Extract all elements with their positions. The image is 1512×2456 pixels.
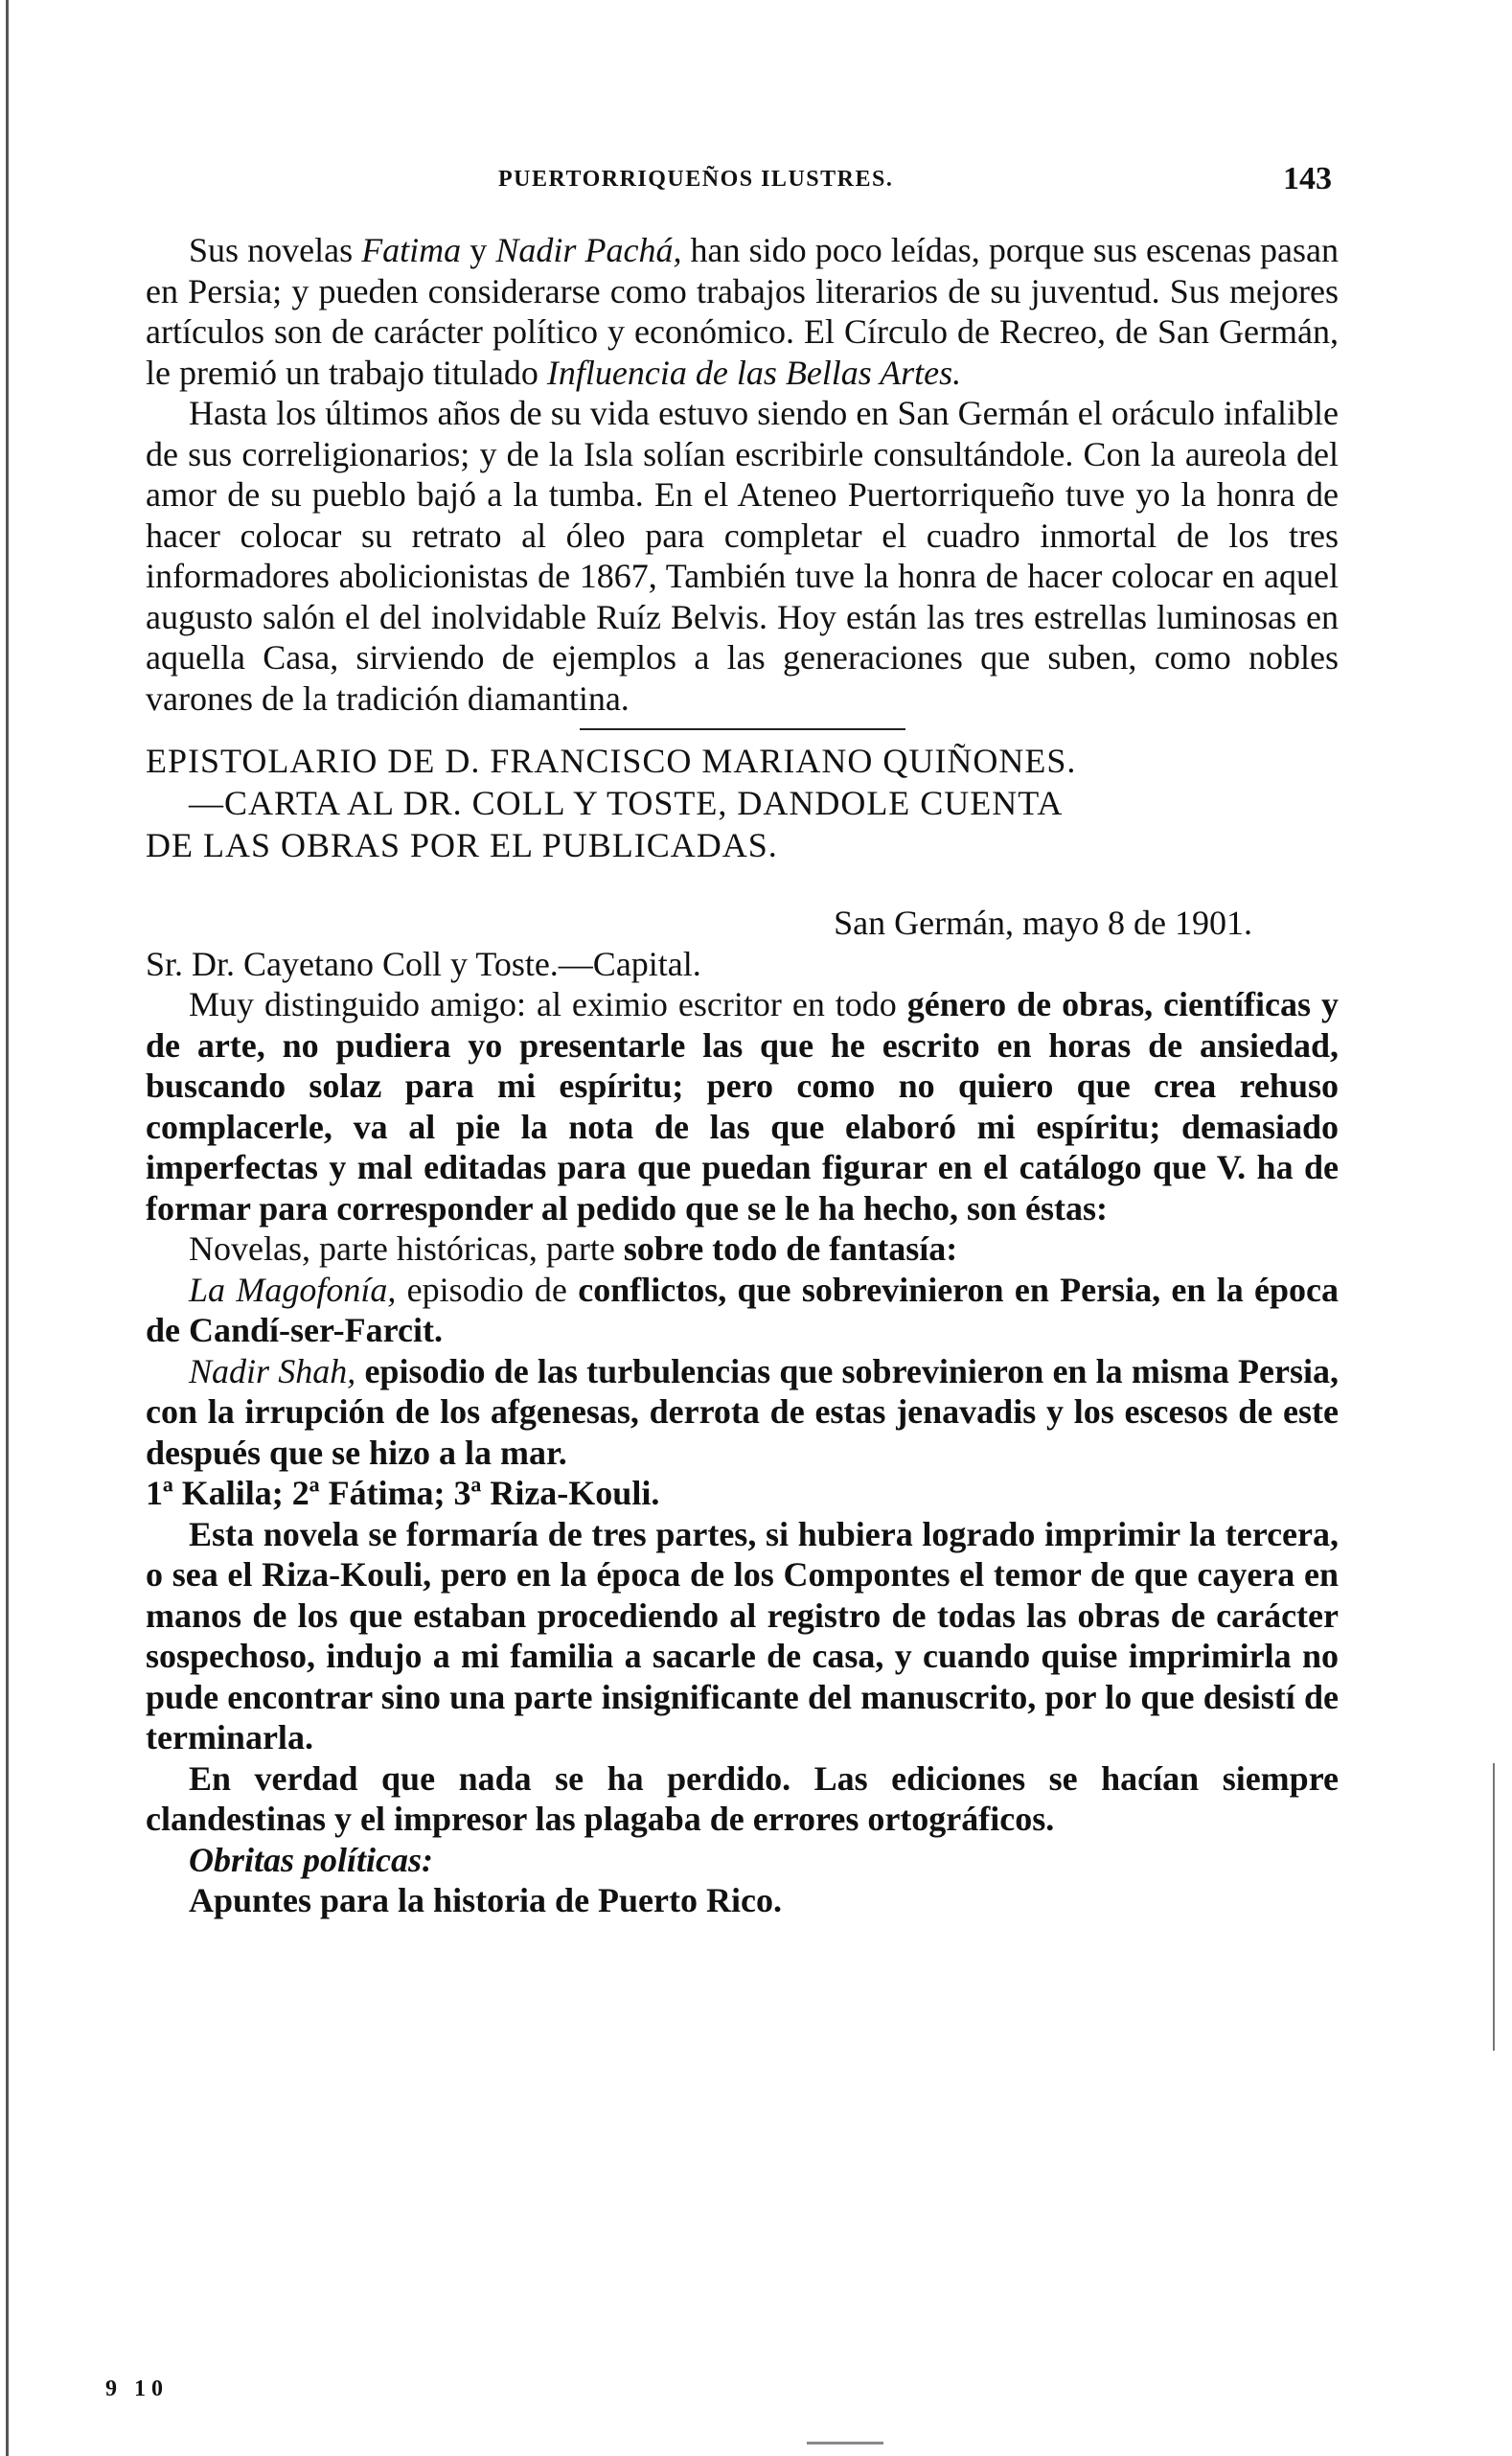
paragraph-l9 [146,1840,1339,1881]
letter-body [146,944,1339,1921]
running-head: PUERTORRIQUEÑOS ILUSTRES. [498,167,894,192]
signature-mark: 9 10 [105,2376,169,2401]
text-run: 1ª Kalila; 2ª Fátima; 3ª Riza-Kouli. [146,1474,660,1512]
paragraph-l8 [146,1758,1339,1840]
text-run: episodio de las turbulencias que sobrevinieron en la misma Persia, con la irrupción de los afgenesas, derrota de estas jenavadis y los escesos de este después que se hizo a la mar. [146,1351,1339,1472]
biography-paragraphs [146,230,1339,719]
paragraph-l3 [146,1228,1339,1270]
paragraph-l6 [146,1473,1339,1514]
text-run: Obritas políticas: [189,1840,434,1879]
text-run: La Magofonía, [189,1270,397,1309]
paragraph-p2 [146,393,1339,719]
heading-line: —CARTA AL DR. COLL Y TOSTE, DANDOLE CUENTA [189,784,1064,822]
page-header [498,161,1361,199]
page-number: 143 [1283,161,1332,196]
section-divider [580,728,905,730]
text-run: y [461,231,496,269]
section-heading [146,740,1339,866]
body-text [146,230,1339,1921]
text-run: Influencia de las Bellas Artes. [546,353,962,392]
text-run: Hasta los últimos años de su vida estuvo siendo en San Germán el oráculo infalible de sus correligionarios; y de la Isla solían escribirle consultándole. Con la aureola del amor de su pueblo bajó a la tumba. En el Ateneo Puertorriqueño tuve yo la honra de hacer colocar su retrato al óleo para completar el cuadro inmortal de los tres informadores abolicionistas de 1867, También tuve la honra de hacer colocar en aquel augusto salón el del inolvidable Ruíz Belvis. Hoy están las tres estrellas luminosas en aquella Casa, sirviendo de ejemplos a las generaciones que suben, como nobles varones de la tradición diamantina. [146,394,1339,718]
page-edge-right [1493,1763,1495,2051]
text-run: Novelas, parte históricas, parte [189,1229,624,1268]
paragraph-l5 [146,1351,1339,1474]
letter-dateline: San Germán, mayo 8 de 1901. [834,904,1252,942]
paragraph-l10 [146,1880,1339,1921]
paragraph-l2 [146,984,1339,1228]
text-run: Sus novelas [189,231,362,269]
text-run: Muy distinguido amigo: al eximio escritor en todo [189,985,907,1023]
heading-line: EPISTOLARIO DE D. FRANCISCO MARIANO QUIÑONES. [146,742,1077,780]
paragraph-p1 [146,230,1339,393]
text-run: Esta novela se formaría de tres partes, si hubiera logrado imprimir la tercera, o sea el Riza-Kouli, pero en la época de los Compontes el temor de que cayera en manos de los que estaban procediendo al registro de todas las obras de carácter sospechoso, indujo a mi familia a sacarle de casa, y cuando quise imprimirla no pude encontrar sino una parte insignificante del manuscrito, por lo que desistí de terminarla. [146,1514,1339,1756]
text-run: han sido poco leídas, porque sus escenas pasan en Persia; y pueden considerarse como trabajos literarios de su juventud. Sus mejores artículos son de carácter político y económico. El Círculo de Recreo, de San Germán, le premió un trabajo titulado [146,231,1340,392]
text-run: Nadir Shah, [189,1351,356,1390]
text-run: sobre todo de fantasía: [623,1229,958,1268]
text-run: conflictos, que sobrevinieron en Persia, en la época de Candí-ser-Farcit. [146,1270,1340,1349]
heading-line: DE LAS OBRAS POR EL PUBLICADAS. [146,826,778,864]
paragraph-l7 [146,1514,1339,1758]
paragraph-l4 [146,1270,1339,1351]
page-edge-bottom [807,2442,883,2445]
text-run: episodio de [396,1270,579,1309]
text-run: Nadir Pachá, [495,231,682,269]
text-run: género de obras, científicas y de arte, no pudiera yo presentarle las que he escrito en horas de ansiedad, buscando solaz para mi espíritu; pero como no quiero que crea rehuso complacerle, va al pie la nota de las que elaboró mi espíritu; demasiado imperfectas y mal editadas para que puedan figurar en el catálogo que V. ha de formar para corresponder al pedido que se le ha hecho, son éstas: [146,985,1340,1228]
text-run: Apuntes para la historia de Puerto Rico. [189,1881,782,1919]
text-run: Fatima [361,231,462,269]
text-run: Sr. Dr. Cayetano Coll y Toste.—Capital. [146,944,701,983]
paragraph-l1 [146,944,1339,985]
page-edge-left [6,0,9,2456]
text-run: En verdad que nada se ha perdido. Las ediciones se hacían siempre clandestinas y el impresor las plagaba de errores ortográficos. [146,1758,1339,1838]
